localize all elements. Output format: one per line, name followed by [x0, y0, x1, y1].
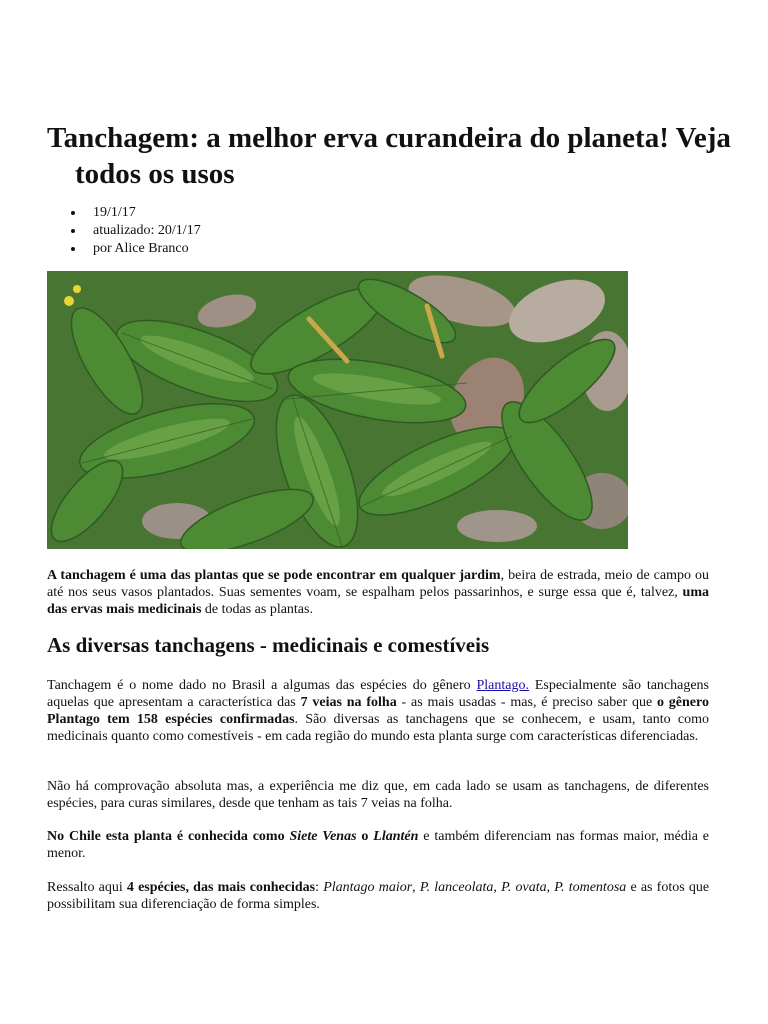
chile-text-1: e também diferenciam nas formas maior, média e menor.	[47, 829, 710, 861]
experience-paragraph: Não há comprovação absoluta mas, a experiência me diz que, em cada lado se usam as tanchagens, de diferentes espécies, para curas similares, desde que tenham as tais 7 veias na folha.	[47, 779, 709, 811]
intro-text-1: , beira de estrada, meio de campo ou até nos seus vasos plantados. Suas sementes voam, se espalham pelos passarinhos, e surge essa que é, talvez,	[47, 568, 709, 600]
chile-bold-1: No Chile esta planta é conhecida como	[47, 829, 290, 844]
list-text-6: e as fotos que possibilitam sua diferenciação de forma simples.	[47, 880, 710, 912]
list-text-4: ,	[493, 880, 502, 895]
section-heading: As diversas tanchagens - medicinais e comestíveis	[47, 633, 490, 657]
chile-name-llanten: Llantén	[373, 829, 419, 844]
list-text-3: ,	[412, 880, 420, 895]
intro-bold-1: A tanchagem é uma das plantas que se pode encontrar em qualquer jardim	[47, 568, 501, 583]
species-tomentosa: P. tomentosa	[554, 880, 627, 895]
author-byline: por Alice Branco	[47, 240, 201, 258]
article-meta-list	[47, 204, 201, 258]
species-ovata: P. ovata	[501, 880, 547, 895]
species-plantago-maior: Plantago maior	[323, 880, 413, 895]
plantain-leaves-photo	[47, 271, 628, 549]
chile-paragraph	[47, 828, 709, 862]
chile-bold-2: o	[356, 829, 374, 844]
species-text-1: Tanchagem é o nome dado no Brasil a algumas das espécies do gênero	[47, 678, 477, 693]
species-bold-2: o gênero Plantago tem 158 espécies confirmadas	[47, 695, 709, 727]
list-text-1: Ressalto aqui	[47, 880, 127, 895]
article-title: Tanchagem: a melhor erva curandeira do planeta! Veja todos os usos	[47, 122, 731, 190]
species-paragraph	[47, 677, 709, 745]
intro-text-2: de todas as plantas.	[201, 602, 313, 617]
plantain-leaves-illustration	[47, 271, 628, 549]
species-bold-1: 7 veias na folha	[300, 695, 397, 710]
species-lanceolata: P. lanceolata	[419, 880, 494, 895]
species-text-3: - as mais usadas - mas, é preciso saber que	[396, 695, 657, 710]
updated-date: atualizado: 20/1/17	[47, 222, 201, 240]
chile-name-siete-venas: Siete Venas	[289, 829, 357, 844]
species-list-paragraph	[47, 879, 709, 913]
intro-paragraph	[47, 567, 709, 618]
list-text-2: :	[315, 880, 324, 895]
list-bold-1: 4 espécies, das mais conhecidas	[126, 880, 316, 895]
intro-bold-2: uma das ervas mais medicinais	[47, 585, 709, 617]
species-text-2: Especialmente são tanchagens aquelas que apresentam a característica das	[47, 678, 710, 710]
plantago-link[interactable]: Plantago.	[476, 678, 529, 693]
publish-date: 19/1/17	[47, 204, 201, 222]
list-text-5: ,	[546, 880, 555, 895]
species-text-4: . São diversas as tanchagens que se conhecem, e usam, tanto como medicinais quanto como comestíveis - em cada região do mundo esta planta surge com características diferenciadas.	[47, 712, 709, 744]
